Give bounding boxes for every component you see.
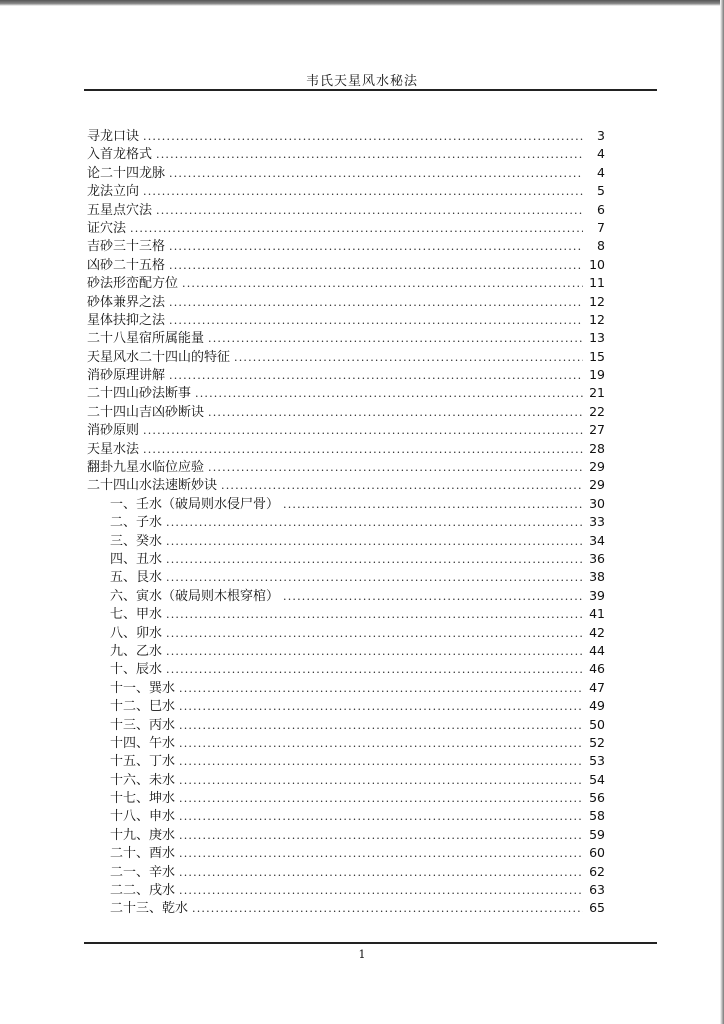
toc-entry-page: 56 [589,790,605,806]
dot-leader [192,900,583,918]
toc-entry[interactable] [87,899,605,917]
toc-entry[interactable] [87,844,605,862]
toc-entry[interactable] [87,605,605,623]
toc-entry[interactable] [87,164,605,182]
toc-entry-title: 三、癸水 [110,533,163,549]
toc-entry-page: 8 [597,238,605,254]
dot-leader [130,220,583,238]
toc-entry-title: 证穴法 [87,220,127,236]
dot-leader [166,643,583,661]
toc-entry[interactable] [87,201,605,219]
toc-entry[interactable] [87,440,605,458]
toc-entry-title: 砂体兼界之法 [87,294,166,310]
toc-entry-page: 4 [597,146,605,162]
toc-entry-title: 天星风水二十四山的特征 [87,349,231,365]
toc-entry-title: 八、卯水 [110,625,163,641]
toc-entry-title: 五、艮水 [110,570,163,586]
toc-entry-title: 十七、坤水 [110,791,176,807]
toc-entry-title: 二、子水 [110,515,163,531]
toc-entry[interactable] [87,476,605,494]
dot-leader [179,790,583,808]
header-divider [84,89,657,91]
toc-entry-title: 二二、戌水 [110,883,176,899]
toc-entry-title: 凶砂二十五格 [87,257,166,273]
page-title: 韦氏天星风水秘法 [305,74,418,89]
toc-entry-page: 58 [589,808,605,824]
toc-entry-title: 龙法立向 [87,184,140,200]
toc-entry-title: 二十四山砂法断事 [87,386,192,402]
toc-entry[interactable] [87,421,605,439]
toc-entry[interactable] [87,826,605,844]
toc-entry-title: 二一、辛水 [110,864,176,880]
toc-entry-page: 53 [589,753,605,769]
toc-entry-page: 39 [589,587,605,603]
dot-leader [143,441,583,459]
toc-entry[interactable] [87,311,605,329]
toc-entry-title: 星体扶抑之法 [87,312,166,328]
toc-entry-title: 十五、丁水 [110,754,176,770]
toc-entry-page: 49 [589,698,605,714]
toc-entry-page: 30 [589,495,605,511]
toc-entry-page: 44 [589,642,605,658]
toc-entry[interactable] [87,752,605,770]
toc-entry-page: 42 [589,624,605,640]
toc-entry-page: 22 [589,403,605,419]
toc-entry-page: 36 [589,550,605,566]
dot-leader [283,588,583,606]
toc-entry[interactable] [87,881,605,899]
toc-entry-page: 29 [589,477,605,493]
dot-leader [169,238,583,256]
toc-entry[interactable] [87,807,605,825]
toc-entry-page: 34 [589,532,605,548]
toc-entry[interactable] [87,568,605,586]
toc-entry-page: 7 [597,219,605,235]
toc-entry-page: 4 [597,164,605,180]
dot-leader [156,146,583,164]
dot-leader [179,864,583,882]
toc-entry-title: 砂法形峦配方位 [87,276,179,292]
toc-entry-page: 12 [589,311,605,327]
dot-leader [179,808,583,826]
dot-leader [169,367,583,385]
toc-entry[interactable] [87,366,605,384]
dot-leader [208,330,583,348]
toc-entry-title: 六、寅水（破局则木根穿棺） [110,588,280,604]
toc-entry-title: 十六、未水 [110,772,176,788]
toc-entry[interactable] [87,642,605,660]
toc-entry-page: 65 [589,900,605,916]
toc-entry-page: 27 [589,422,605,438]
toc-entry-page: 12 [589,293,605,309]
toc-entry[interactable] [87,863,605,881]
toc-entry-title: 十三、丙水 [110,717,176,733]
toc-entry-title: 四、丑水 [110,551,163,567]
dot-leader [169,294,583,312]
toc-entry-title: 入首龙格式 [87,147,153,163]
toc-entry-title: 二十三、乾水 [110,901,189,917]
toc-entry-page: 15 [589,348,605,364]
toc-entry[interactable] [87,256,605,274]
toc-entry[interactable] [87,293,605,311]
toc-entry-title: 九、乙水 [110,643,163,659]
page-number: 1 [358,948,366,961]
toc-entry-page: 21 [589,385,605,401]
toc-entry-title: 七、甲水 [110,607,163,623]
toc-entry-title: 二十四山水法速断妙诀 [87,478,218,494]
toc-entry[interactable] [87,458,605,476]
dot-leader [169,165,583,183]
dot-leader [166,533,583,551]
dot-leader [166,661,583,679]
toc-entry-title: 十二、巳水 [110,699,176,715]
dot-leader [182,275,583,293]
dot-leader [179,772,583,790]
dot-leader [221,477,583,495]
toc-entry[interactable] [87,513,605,531]
toc-entry-title: 二十四山吉凶砂断诀 [87,404,205,420]
dot-leader [179,680,583,698]
toc-entry-page: 10 [589,256,605,272]
dot-leader [179,698,583,716]
toc-entry[interactable] [87,660,605,678]
toc-entry-page: 59 [589,826,605,842]
toc-entry-page: 46 [589,661,605,677]
table-of-contents [87,127,605,918]
toc-entry-title: 消砂原理讲解 [87,368,166,384]
dot-leader [166,569,583,587]
dot-leader [143,128,583,146]
toc-entry-page: 19 [589,367,605,383]
toc-entry-title: 消砂原则 [87,423,140,439]
toc-entry-title: 十四、午水 [110,735,176,751]
dot-leader [166,514,583,532]
toc-entry[interactable] [87,348,605,366]
dot-leader [208,404,583,422]
dot-leader [166,551,583,569]
dot-leader [143,183,583,201]
toc-entry[interactable] [87,127,605,145]
toc-entry[interactable] [87,532,605,550]
toc-entry[interactable] [87,734,605,752]
toc-entry[interactable] [87,624,605,642]
toc-entry[interactable] [87,716,605,734]
toc-entry-page: 60 [589,845,605,861]
toc-entry-title: 十、辰水 [110,662,163,678]
scan-edge-right [720,0,724,1024]
toc-entry-title: 天星水法 [87,441,140,457]
toc-entry-page: 52 [589,734,605,750]
toc-entry-page: 6 [597,201,605,217]
dot-leader [179,753,583,771]
toc-entry[interactable] [87,771,605,789]
footer-divider [84,942,657,944]
toc-entry-page: 5 [597,183,605,199]
toc-entry[interactable] [87,679,605,697]
toc-entry-page: 38 [589,569,605,585]
dot-leader [179,717,583,735]
toc-entry-page: 29 [589,459,605,475]
dot-leader [143,422,583,440]
toc-entry-page: 13 [589,330,605,346]
toc-entry[interactable] [87,550,605,568]
toc-entry[interactable] [87,329,605,347]
dot-leader [179,827,583,845]
dot-leader [195,385,583,403]
toc-entry[interactable] [87,697,605,715]
toc-entry-title: 吉砂三十三格 [87,239,166,255]
toc-entry-title: 寻龙口诀 [87,129,140,144]
toc-entry-page: 62 [589,863,605,879]
toc-entry[interactable] [87,587,605,605]
toc-entry-title: 二十八星宿所属能量 [87,331,205,347]
dot-leader [166,625,583,643]
toc-entry-title: 论二十四龙脉 [87,165,166,181]
toc-entry-title: 翻卦九星水临位应验 [87,460,205,476]
toc-entry[interactable] [87,145,605,163]
toc-entry-page: 63 [589,882,605,898]
dot-leader [179,882,583,900]
dot-leader [179,845,583,863]
dot-leader [234,349,583,367]
toc-entry[interactable] [87,789,605,807]
toc-entry-page: 47 [589,679,605,695]
toc-entry[interactable] [87,403,605,421]
toc-entry-title: 五星点穴法 [87,202,153,218]
dot-leader [208,459,583,477]
toc-entry-page: 54 [589,771,605,787]
toc-entry-page: 33 [589,514,605,530]
dot-leader [169,312,583,330]
dot-leader [156,202,583,220]
scan-edge-top [0,0,724,6]
toc-entry-page: 28 [589,440,605,456]
toc-entry-page: 41 [589,606,605,622]
toc-entry[interactable] [87,219,605,237]
toc-entry[interactable] [87,274,605,292]
toc-entry-title: 一、壬水（破局则水侵尸骨） [110,496,280,512]
dot-leader [166,606,583,624]
toc-entry[interactable] [87,237,605,255]
toc-entry[interactable] [87,384,605,402]
toc-entry-page: 3 [597,128,605,143]
toc-entry[interactable] [87,495,605,513]
dot-leader [169,257,583,275]
toc-entry-title: 二十、酉水 [110,846,176,862]
toc-entry-page: 11 [589,275,605,291]
toc-entry[interactable] [87,182,605,200]
toc-entry-title: 十九、庚水 [110,827,176,843]
toc-entry-page: 50 [589,716,605,732]
toc-entry-title: 十一、巽水 [110,680,176,696]
toc-entry-title: 十八、申水 [110,809,176,825]
dot-leader [179,735,583,753]
dot-leader [283,496,583,514]
